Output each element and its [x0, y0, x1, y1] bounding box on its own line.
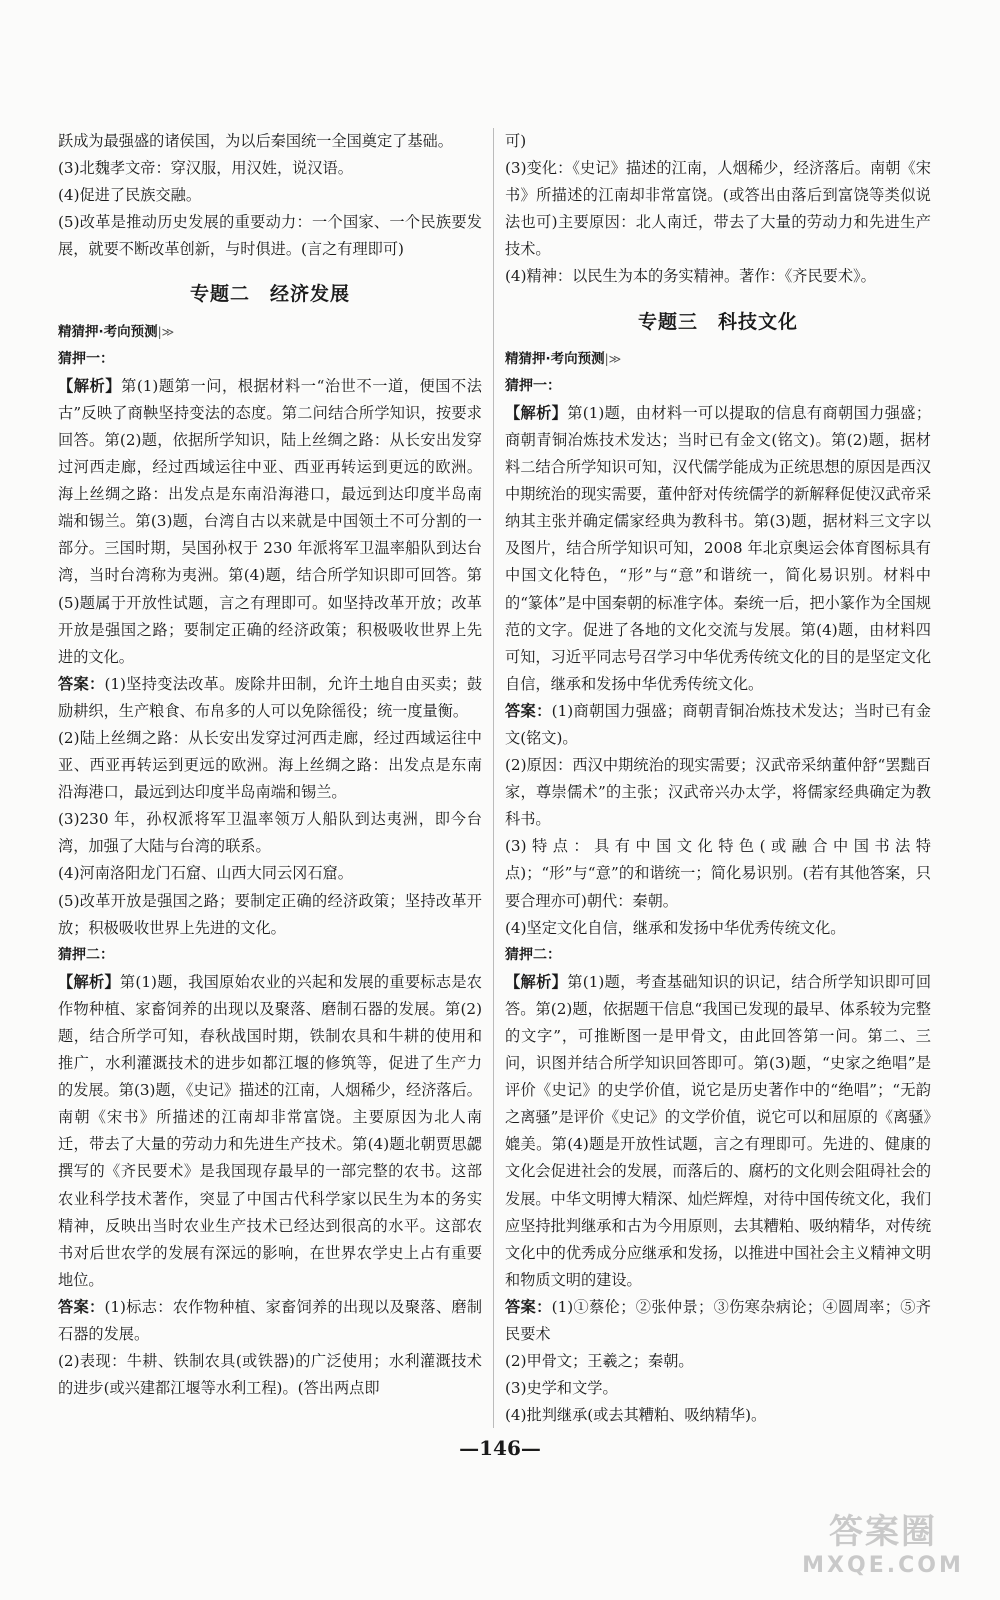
answer-item: (3)230 年，孙权派将军卫温率领万人船队到达夷洲，即今台湾，加强了大陆与台湾的联系。	[58, 810, 482, 856]
answer-tag: 答案：	[58, 1297, 105, 1316]
page-number: —146—	[459, 1436, 541, 1460]
answer-item: (2)甲骨文；王羲之；秦朝。	[505, 1352, 694, 1371]
answer-item: (4)坚定文化自信，继承和发扬中华优秀传统文化。	[505, 918, 846, 937]
watermark-line-2: MXQE.COM	[802, 1553, 964, 1578]
analysis-tag: 【解析】	[505, 403, 568, 422]
answer-item: (3)史学和文学。	[505, 1379, 618, 1398]
analysis-tag: 【解析】	[505, 972, 568, 991]
answer-item: (2)原因：西汉中期统治的现实需要；汉武帝采纳董仲舒“罢黜百家，尊崇儒术”的主张；汉武帝兴办太学，将儒家经典确定为教科书。	[505, 756, 931, 829]
subheading-left-text: 精猜押·考向预测	[58, 323, 158, 340]
answer-item: (3)特点：具有中国文化特色(或融合中国书法特点)；“形”与“意”的和谐统一；简化易识别。(若有其他答案，只要合理亦可)朝代：秦朝。	[505, 837, 931, 910]
answer-item: (4)批判继承(或去其糟粕、吸纳精华)。	[505, 1406, 767, 1425]
subheading-arrow-icon: |≫	[157, 324, 175, 339]
right-intro-2: (3)变化：《史记》描述的江南，人烟稀少，经济落后。南朝《宋书》所描述的江南却非常富饶。(或答出由落后到富饶等类似说法也可)主要原因：北人南迁，带去了大量的劳动力和先进生产技术。	[505, 159, 931, 259]
right-intro-1: 可)	[505, 132, 527, 150]
subheading-left	[58, 319, 482, 346]
section-title-economy: 专题二 经济发展	[189, 283, 350, 306]
guess-2-analysis-right	[505, 969, 931, 1294]
analysis-text: 第(1)题，考查基础知识的识记，结合所学知识即可回答。第(2)题，依据题干信息“我国已发现的最早、体系较为完整的文字”，可推断图一是甲骨文，由此回答第一问。第二、三问，识图并结合所学知识回答即可。第(3)题，“史家之绝唱”是评价《史记》的史学价值，说它是历史著作中的“绝唱”；“无韵之离骚”是评价《史记》的文学价值，说它可以和屈原的《离骚》媲美。第(4)题是开放性试题，言之有理即可。先进的、健康的文化会促进社会的发展，而落后的、腐朽的文化则会阻碍社会的发展。中华文明博大精深、灿烂辉煌，对待中国传统文化，我们应坚持批判继承和古为今用原则，去其糟粕、吸纳精华，对传统文化中的优秀成分应继承和发扬，以推进中国社会主义精神文明和物质文明的建设。	[505, 972, 932, 1289]
analysis-text: 第(1)题，我国原始农业的兴起和发展的重要标志是农作物种植、家畜饲养的出现以及聚落、磨制石器的发展。第(2)题，结合所学可知，春秋战国时期，铁制农具和牛耕的使用和推广，水利灌溉技术的进步如都江堰的修筑等，促进了生产力的发展。第(3)题，《史记》描述的江南，人烟稀少，经济落后。南朝《宋书》所描述的江南却非常富饶。主要原因为北人南迁，带去了大量的劳动力和先进生产技术。第(4)题北朝贾思勰撰写的《齐民要术》是我国现存最早的一部完整的农书。这部农业科学技术著作，突显了中国古代科学家以民生为本的务实精神，反映出当时农业生产技术已经达到很高的水平。这部农书对后世农学的发展有深远的影响，在世界农学史上占有重要地位。	[58, 972, 482, 1289]
guess-1-analysis-left	[58, 373, 482, 671]
right-column	[505, 128, 931, 1429]
answer-item: (1)标志：农作物种植、家畜饲养的出现以及聚落、磨制石器的发展。	[58, 1297, 483, 1344]
guess-2-answer-left	[58, 1294, 482, 1348]
answer-item: (1)①蔡伦；②张仲景；③伤寒杂病论；④圆周率；⑤齐民要术	[505, 1297, 931, 1344]
guess-2-label-left: 猜押二：	[58, 946, 114, 963]
analysis-tag: 【解析】	[58, 972, 120, 991]
column-divider	[493, 128, 494, 1428]
answer-item: (1)坚持变法改革。废除井田制，允许土地自由买卖；鼓励耕织，生产粮食、布帛多的人可以免除徭役；统一度量衡。	[58, 674, 483, 720]
answer-item: (2)表现：牛耕、铁制农具(或铁器)的广泛使用；水利灌溉技术的进步(或兴建都江堰等水利工程)。(答出两点即	[58, 1352, 482, 1398]
subheading-arrow-icon: |≫	[604, 351, 622, 366]
guess-1-label-left: 猜押一：	[58, 350, 114, 367]
answer-tag: 答案：	[505, 701, 552, 720]
right-intro-3: (4)精神：以民生为本的务实精神。著作：《齐民要术》。	[505, 267, 876, 286]
left-intro-1: 跃成为最强盛的诸侯国，为以后秦国统一全国奠定了基础。	[58, 132, 453, 150]
answer-item: (1)商朝国力强盛；商朝青铜冶炼技术发达；当时已有金文(铭文)。	[505, 701, 931, 747]
guess-2-answer-right	[505, 1294, 931, 1348]
guess-2-analysis-left	[58, 969, 482, 1294]
left-column	[58, 128, 482, 1402]
guess-1-answer-left	[58, 671, 482, 725]
watermark-logo	[788, 1504, 978, 1584]
subheading-right	[505, 346, 931, 373]
guess-2-label-right: 猜押二：	[505, 946, 561, 963]
left-intro-3: (4)促进了民族交融。	[58, 186, 202, 205]
answer-item: (2)陆上丝绸之路：从长安出发穿过河西走廊，经过西域运往中亚、西亚再转运到更远的欧洲。海上丝绸之路：出发点是东南沿海港口，最远到达印度半岛南端和锡兰。	[58, 728, 482, 802]
analysis-text: 第(1)题第一问，根据材料一“治世不一道，便国不法古”反映了商鞅坚持变法的态度。第二问结合所学知识，按要求回答。第(2)题，依据所学知识，陆上丝绸之路：从长安出发穿过河西走廊，经过西域运往中亚、西亚再转运到更远的欧洲。海上丝绸之路：出发点是东南沿海港口，最远到达印度半岛南端和锡兰。第(3)题，台湾自古以来就是中国领土不可分割的一部分。三国时期，吴国孙权于 230 年派将军卫温率船队到达台湾，当时台湾称为夷洲。第(4)题，结合所学知识即可回答。第(5)题属于开放性试题，言之有理即可。如坚持改革开放；改革开放是强国之路；要制定正确的经济政策；积极吸收世界上先进的文化。	[58, 376, 482, 666]
guess-1-analysis-right	[505, 400, 931, 698]
analysis-tag: 【解析】	[58, 376, 122, 395]
guess-1-answer-right	[505, 698, 931, 752]
answer-item: (5)改革开放是强国之路；要制定正确的经济政策；坚持改革开放；积极吸收世界上先进的文化。	[58, 891, 482, 937]
answer-tag: 答案：	[58, 674, 105, 693]
answer-item: (4)河南洛阳龙门石窟、山西大同云冈石窟。	[58, 864, 353, 883]
watermark-line-1: 答案圈	[829, 1512, 937, 1552]
left-intro-4: (5)改革是推动历史发展的重要动力：一个国家、一个民族要发展，就要不断改革创新，与时俱进。(言之有理即可)	[58, 213, 482, 259]
subheading-right-text: 精猜押·考向预测	[505, 350, 605, 367]
left-intro-2: (3)北魏孝文帝：穿汉服，用汉姓，说汉语。	[58, 159, 353, 178]
guess-1-label-right: 猜押一：	[505, 377, 561, 394]
answer-tag: 答案：	[505, 1297, 552, 1316]
section-title-science-culture: 专题三 科技文化	[637, 310, 798, 333]
analysis-text: 第(1)题，由材料一可以提取的信息有商朝国力强盛；商朝青铜冶炼技术发达；当时已有金文(铭文)。第(2)题，据材料二结合所学知识可知，汉代儒学能成为正统思想的原因是西汉中期统治的现实需要，董仲舒对传统儒学的新解释促使汉武帝采纳其主张并确定儒家经典为教科书。第(3)题，据材料三文字以及图片，结合所学知识可知，2008 年北京奥运会体育图标具有中国文化特色，“形”与“意”和谐统一，简化易识别。材料中的“篆体”是中国秦朝的标准字体。秦统一后，把小篆作为全国规范的文字。促进了各地的文化交流与发展。第(4)题，由材料四可知，习近平同志号召学习中华优秀传统文化的目的是坚定文化自信，继承和发扬中华优秀传统文化。	[505, 403, 932, 693]
